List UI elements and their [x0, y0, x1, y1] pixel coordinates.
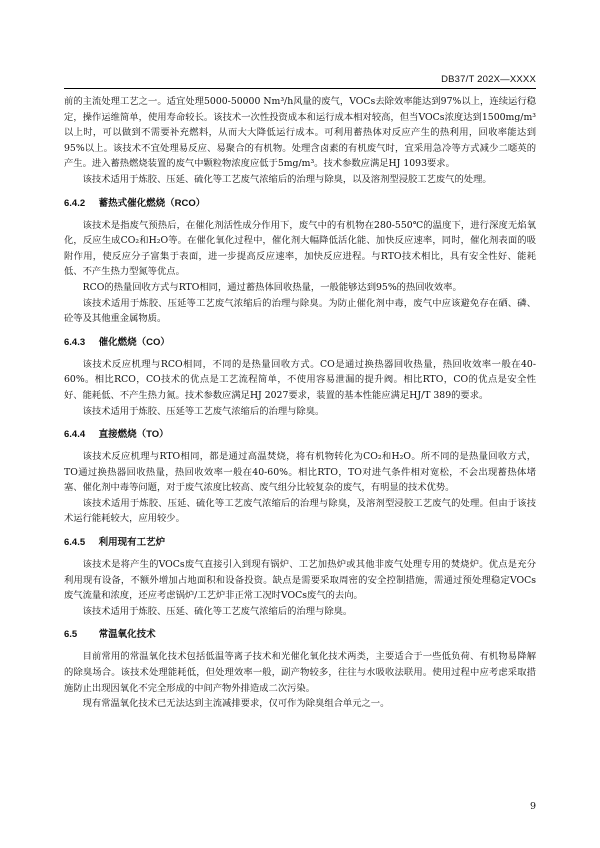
section-number: 6.4.2	[64, 197, 86, 209]
section-title: 利用现有工艺炉	[98, 537, 166, 549]
section-title: 催化燃烧（CO）	[98, 336, 170, 348]
section-paragraph: 该技术反应机理与RCO相同，不同的是热量回收方式。CO是通过换热器回收热量，热回收效率一般在40-60%。相比RCO，CO技术的优点是工艺流程简单，不使用容易泄漏的提升阀。相比RTO，CO的优点是安全性好、能耗低、不产生热力氮。技术参数应满足HJ 2027要求，装置的基本性能应满足HJ/T 389的要求。	[64, 358, 536, 401]
header-rule	[64, 88, 536, 89]
section-number: 6.4.3	[64, 336, 86, 348]
section-paragraph: 目前常用的常温氧化技术包括低温等离子技术和光催化氧化技术两类，主要适合于一些低负荷、有机物易降解的除臭场合。该技术处理能耗低，但处理效率一般，副产物较多，往往与水吸收法联用。使用过程中应考虑采取措施防止出现因氧化不完全形成的中间产物外排造成二次污染。	[64, 651, 536, 694]
section-heading	[64, 628, 536, 642]
page-content	[64, 94, 536, 712]
section-paragraph: 该技术适用于炼胶、压延、硫化等工艺废气浓缩后的治理与除臭，及溶剂型浸胶工艺废气的处理。但由于该技术运行能耗较大，应用较少。	[64, 497, 536, 525]
section-title: 蓄热式催化燃烧（RCO）	[98, 197, 206, 209]
intro-paragraph: 前的主流处理工艺之一。适宜处理5000-50000 Nm³/h风量的废气，VOCs去除效率能达到97%以上，连续运行稳定，操作运维简单，使用寿命较长。该技术一次性投资成本和运行成本相对较高，但当VOCs浓度达到1500mg/m³以上时，可以做到不需要补充燃料，从而大大降低运行成本。可利用蓄热体对反应产生的热利用，回收率能达到95%以上。该技术不宜处理易反应、易聚合的有机物。处理含卤素的有机废气时，宜采用急冷等方式减少二噁英的产生。进入蓄热燃烧装置的废气中颗粒物浓度应低于5mg/m³。技术参数应满足HJ 1093要求。	[64, 96, 536, 170]
section-paragraph: RCO的热量回收方式与RTO相同，通过蓄热体回收热量，一般能够达到95%的热回收效率。	[82, 281, 462, 293]
section-paragraph: 该技术反应机理与RTO相同，都是通过高温焚烧，将有机物转化为CO₂和H₂O。所不同的是热量回收方式，TO通过换热器回收热量，热回收效率一般在40-60%。相比RTO，TO对进气条件相对宽松，不会出现蓄热体堵塞、催化剂中毒等问题，对于废气浓度比较高、废气组分比较复杂的废气，有明显的技术优势。	[64, 451, 536, 494]
intro-paragraph: 该技术适用于炼胶、压延、硫化等工艺废气浓缩后的治理与除臭，以及溶剂型浸胶工艺废气的处理。	[82, 173, 492, 185]
section-paragraph: 现有常温氧化技术已无法达到主流减排要求，仅可作为除臭组合单元之一。	[82, 698, 390, 710]
section-title: 常温氧化技术	[98, 629, 156, 641]
page-number: 9	[529, 801, 536, 812]
section-paragraph: 该技术适用于炼胶、压延、硫化等工艺废气浓缩后的治理与除臭。	[82, 605, 353, 617]
section-paragraph: 该技术是指废气预热后，在催化剂活性成分作用下，废气中的有机物在280-550℃的温度下，进行深度无焰氧化，反应生成CO₂和H₂O等。在催化氧化过程中，催化剂大幅降低活化能、加快反应速率，同时，催化剂表面的吸附作用，使反应分子富集于表面，进一步提高反应速率，加快反应进程。与RTO技术相比，具有安全性好、能耗低、不产生热力型氮等优点。	[64, 219, 536, 278]
section-number: 6.5	[64, 629, 78, 641]
section-heading	[64, 336, 536, 350]
section-paragraph: 该技术适用于炼胶、压延等工艺废气浓缩后的治理与除臭。为防止催化剂中毒，废气中应该避免存在硒、磷、砼等及其他重金属物质。	[64, 297, 536, 325]
section-heading	[64, 197, 536, 211]
document-code: DB37/T 202X—XXXX	[441, 74, 536, 85]
section-number: 6.4.4	[64, 429, 86, 441]
section-title: 直接燃烧（TO）	[98, 429, 169, 441]
section-paragraph: 该技术是将产生的VOCs废气直接引入到现有锅炉、工艺加热炉或其他非废气处理专用的焚烧炉。优点是充分利用现有设备，不额外增加占地面积和设备投资。缺点是需要采取周密的安全控制措施，需通过预处理稳定VOCs废气流量和浓度，还应考虑锅炉/工艺炉非正常工况时VOCs废气的去向。	[64, 559, 536, 602]
section-paragraph: 该技术适用于炼胶、压延等工艺废气浓缩后的治理与除臭。	[82, 405, 325, 417]
section-heading	[64, 536, 536, 550]
section-heading	[64, 428, 536, 442]
section-number: 6.4.5	[64, 537, 86, 549]
